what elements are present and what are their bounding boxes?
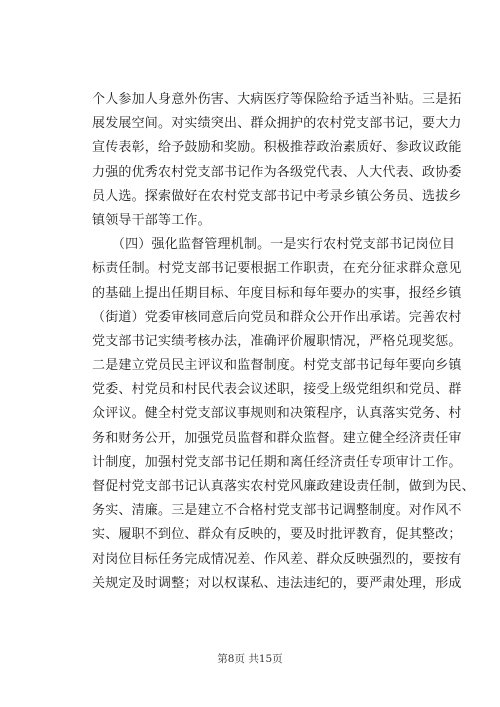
page-footer: 第8页 共15页 [217, 653, 283, 665]
text-line: 对岗位目标任务完成情况差、作风差、群众反映强烈的，要按有 [92, 551, 462, 567]
text-line: 计制度，加强村党支部书记任期和离任经济责任专项审计工作。 [92, 454, 462, 470]
document-body [92, 88, 475, 596]
text-line: 个人参加人身意外伤害、大病医疗等保险给予适当补贴。三是拓 [92, 92, 462, 107]
text-line: 务实、清廉。三是建立不合格村党支部书记调整制度。对作风不 [92, 503, 462, 519]
text-line: 力强的优秀农村党支部书记作为各级党代表、人大代表、政协委 [92, 164, 462, 180]
text-line: （街道）党委审核同意后向党员和群众公开作出承诺。完善农村 [92, 309, 462, 325]
text-line: 督促村党支部书记认真落实农村党风廉政建设责任制，做到为民、 [92, 479, 475, 494]
text-line: 宣传表彰，给予鼓励和奖励。积极推荐政治素质好、参政议政能 [92, 140, 462, 156]
text-line: 党支部书记实绩考核办法，准确评价履职情况，严格兑现奖惩。 [92, 333, 462, 349]
text-line: （四）强化监督管理机制。一是实行农村党支部书记岗位目 [92, 237, 456, 253]
text-line: 标责任制。村党支部书记要根据工作职责，在充分征求群众意见 [92, 261, 462, 277]
text-line: 关规定及时调整；对以权谋私、违法违纪的，要严肃处理，形成 [92, 575, 462, 591]
text-line: 的基础上提出任期目标、年度目标和每年要办的实事，报经乡镇 [92, 285, 462, 301]
text-line: 实、履职不到位、群众有反映的，要及时批评教育，促其整改； [92, 527, 462, 543]
text-line: 展发展空间。对实绩突出、群众拥护的农村党支部书记，要大力 [92, 116, 462, 132]
text-line: 众评议。健全村党支部议事规则和决策程序，认真落实党务、村 [92, 406, 462, 422]
text-line: 党委、村党员和村民代表会议述职，接受上级党组织和党员、群 [92, 382, 462, 398]
text-line: 二是建立党员民主评议和监督制度。村党支部书记每年要向乡镇 [92, 358, 462, 374]
text-line: 员人选。探索做好在农村党支部书记中考录乡镇公务员、选拔乡 [92, 188, 462, 204]
text-line: 务和财务公开，加强党员监督和群众监督。建立健全经济责任审 [92, 430, 462, 446]
text-line: 镇领导干部等工作。 [92, 212, 211, 228]
